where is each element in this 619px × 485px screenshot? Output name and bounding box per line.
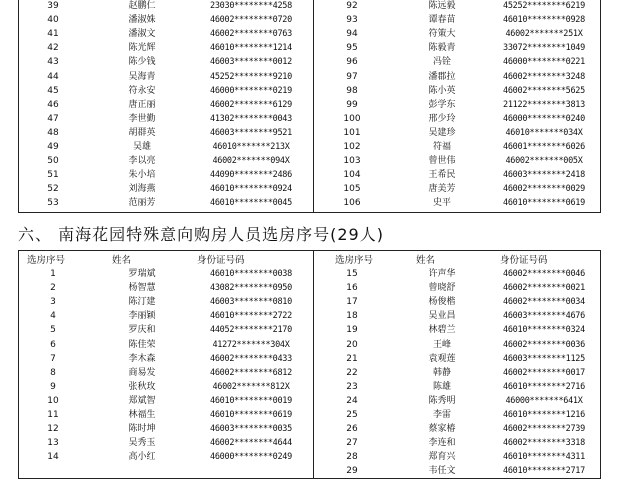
person-name: 吴业昌 bbox=[428, 311, 456, 322]
row-number: 95 bbox=[346, 43, 358, 54]
person-name: 彭学东 bbox=[428, 99, 456, 110]
person-name: 谭春苗 bbox=[428, 15, 456, 26]
table-row bbox=[19, 281, 600, 296]
person-name: 李连和 bbox=[428, 438, 456, 449]
row-number: 45 bbox=[47, 85, 59, 96]
person-name: 袁观莲 bbox=[428, 353, 456, 364]
header-name: 姓名 bbox=[416, 255, 436, 266]
id-number: 46010********0619 bbox=[503, 198, 585, 209]
row-number: 17 bbox=[346, 297, 358, 308]
id-number: 46001********6026 bbox=[503, 142, 585, 152]
id-number: 46003********4676 bbox=[503, 311, 585, 322]
row-number: 9 bbox=[50, 381, 56, 392]
row-number: 21 bbox=[346, 353, 358, 364]
row-number: 12 bbox=[47, 424, 59, 435]
table-row bbox=[19, 380, 600, 395]
row-number: 97 bbox=[346, 71, 358, 82]
row-number: 47 bbox=[47, 113, 59, 124]
row-number: 100 bbox=[343, 113, 361, 124]
row-number: 4 bbox=[50, 311, 56, 322]
id-number: 46002********0763 bbox=[210, 29, 292, 40]
person-name: 商易发 bbox=[128, 367, 156, 378]
id-number: 46000********0219 bbox=[210, 85, 292, 96]
row-number: 15 bbox=[346, 269, 358, 279]
person-name: 陈小英 bbox=[428, 85, 456, 96]
header-no: 选房序号 bbox=[27, 255, 66, 266]
row-number: 93 bbox=[346, 15, 358, 26]
id-number: 46003********1125 bbox=[503, 353, 585, 364]
row-number: 3 bbox=[50, 297, 56, 308]
person-name: 郑育兴 bbox=[428, 452, 456, 463]
person-name: 符福 bbox=[432, 142, 451, 152]
id-number: 46002*******251X bbox=[505, 29, 583, 40]
row-number: 103 bbox=[343, 156, 361, 167]
id-number: 46010********1216 bbox=[503, 410, 585, 420]
row-number: 46 bbox=[47, 99, 59, 110]
row-number: 94 bbox=[346, 29, 358, 40]
row-number: 22 bbox=[346, 367, 358, 378]
id-number: 46002********6129 bbox=[210, 99, 292, 110]
id-number: 43082********0950 bbox=[210, 283, 292, 294]
id-number: 46002********4644 bbox=[210, 438, 292, 449]
table-row bbox=[19, 27, 600, 42]
id-number: 46003********2418 bbox=[503, 170, 585, 181]
id-number: 45252********6219 bbox=[503, 1, 585, 11]
person-name: 符策大 bbox=[428, 29, 456, 40]
person-name: 陈时坤 bbox=[128, 424, 156, 435]
row-number: 1 bbox=[50, 269, 56, 279]
row-number: 50 bbox=[47, 156, 59, 167]
header-row-right bbox=[19, 253, 600, 268]
person-name: 李木森 bbox=[128, 353, 156, 364]
id-number: 46002********0029 bbox=[503, 184, 585, 195]
id-number: 41302********0043 bbox=[210, 113, 292, 124]
row-number: 13 bbox=[47, 438, 59, 449]
person-name: 曾晓舒 bbox=[428, 283, 456, 294]
row-number: 23 bbox=[346, 381, 358, 392]
id-number: 46002********0021 bbox=[503, 283, 585, 294]
id-number: 46010*******213X bbox=[212, 142, 290, 152]
person-name: 刘海燕 bbox=[128, 184, 156, 195]
row-number: 48 bbox=[47, 127, 59, 138]
row-number: 8 bbox=[50, 367, 56, 378]
id-number: 41272*******304X bbox=[212, 339, 290, 350]
table-row bbox=[19, 295, 600, 310]
id-number: 46010********2717 bbox=[503, 466, 585, 477]
section-heading: 六、 南海花园特殊意向购房人员选房序号(29人) bbox=[18, 225, 384, 244]
id-number: 46002********0046 bbox=[503, 269, 585, 279]
row-number: 44 bbox=[47, 71, 59, 82]
row-number: 49 bbox=[47, 142, 59, 152]
person-name: 史平 bbox=[432, 198, 451, 209]
table-row bbox=[19, 422, 600, 437]
id-number: 46002********0017 bbox=[503, 367, 585, 378]
table-row bbox=[19, 55, 600, 70]
table-row bbox=[19, 98, 600, 113]
row-number: 16 bbox=[346, 283, 358, 294]
person-name: 符永安 bbox=[128, 85, 156, 96]
id-number: 46010********0619 bbox=[210, 410, 292, 420]
table-row bbox=[19, 450, 600, 465]
table-row bbox=[19, 323, 600, 338]
row-number: 53 bbox=[47, 198, 59, 209]
id-number: 46000*******641X bbox=[505, 395, 583, 406]
header-id: 身份证号码 bbox=[197, 255, 245, 266]
table-row bbox=[19, 168, 600, 183]
id-number: 46010********1214 bbox=[210, 43, 292, 54]
row-number: 7 bbox=[50, 353, 56, 364]
person-name: 杨俊楷 bbox=[428, 297, 456, 308]
row-number: 52 bbox=[47, 184, 59, 195]
row-number: 24 bbox=[346, 395, 358, 406]
id-number: 46000********0240 bbox=[503, 113, 585, 124]
id-number: 23030********4258 bbox=[210, 1, 292, 11]
table-row bbox=[19, 126, 600, 141]
row-number: 6 bbox=[50, 339, 56, 350]
table-row bbox=[19, 84, 600, 99]
row-number: 26 bbox=[346, 424, 358, 435]
table-row bbox=[19, 267, 600, 282]
id-number: 45252********9210 bbox=[210, 71, 292, 82]
row-number: 19 bbox=[346, 325, 358, 336]
id-number: 46002********2739 bbox=[503, 424, 585, 435]
person-name: 陈汀建 bbox=[128, 297, 156, 308]
person-name: 杨智慧 bbox=[128, 283, 156, 294]
id-number: 46010********4311 bbox=[503, 452, 585, 463]
person-name: 吴建珍 bbox=[428, 127, 456, 138]
person-name: 韩静 bbox=[432, 367, 451, 378]
person-name: 王希民 bbox=[428, 170, 456, 181]
row-number: 20 bbox=[346, 339, 358, 350]
person-name: 韦任文 bbox=[428, 466, 456, 477]
person-name: 陈毅青 bbox=[428, 43, 456, 54]
id-number: 46002********0034 bbox=[503, 297, 585, 308]
person-name: 林碧兰 bbox=[428, 325, 456, 336]
id-number: 46002********3318 bbox=[503, 438, 585, 449]
row-number: 2 bbox=[50, 283, 56, 294]
row-number: 27 bbox=[346, 438, 358, 449]
person-name: 吴海青 bbox=[128, 71, 156, 82]
table-row bbox=[19, 352, 600, 367]
id-number: 46010********0928 bbox=[503, 15, 585, 26]
row-number: 92 bbox=[346, 1, 358, 11]
id-number: 46003********0810 bbox=[210, 297, 292, 308]
id-number: 46003********9521 bbox=[210, 127, 292, 138]
person-name: 张秋玫 bbox=[128, 381, 156, 392]
id-number: 21122********3813 bbox=[503, 99, 585, 110]
row-number: 43 bbox=[47, 57, 59, 68]
id-number: 46010********2716 bbox=[503, 381, 585, 392]
person-name: 林福生 bbox=[128, 410, 156, 420]
table-row bbox=[19, 338, 600, 353]
person-name: 陈佳荣 bbox=[128, 339, 156, 350]
row-number: 105 bbox=[343, 184, 361, 195]
person-name: 李雷 bbox=[432, 410, 451, 420]
row-number: 5 bbox=[50, 325, 56, 336]
person-name: 王峰 bbox=[432, 339, 451, 350]
table-row bbox=[19, 182, 600, 197]
table-row bbox=[19, 154, 600, 169]
id-number: 46002********0720 bbox=[210, 15, 292, 26]
row-number: 25 bbox=[346, 410, 358, 420]
row-number: 11 bbox=[47, 410, 59, 420]
top-table bbox=[18, 0, 601, 213]
person-name: 高小红 bbox=[128, 452, 156, 463]
table-row bbox=[19, 112, 600, 127]
table-row bbox=[19, 309, 600, 324]
table-row bbox=[19, 13, 600, 28]
person-name: 潘淑文 bbox=[128, 29, 156, 40]
row-number: 51 bbox=[47, 170, 59, 181]
bottom-table bbox=[18, 250, 601, 479]
id-number: 46002********0433 bbox=[210, 353, 292, 364]
id-number: 44090********2486 bbox=[210, 170, 292, 181]
id-number: 46002*******094X bbox=[212, 156, 290, 167]
person-name: 李以亮 bbox=[128, 156, 156, 167]
person-name: 郑斌智 bbox=[128, 395, 156, 406]
id-number: 46002*******005X bbox=[505, 156, 583, 167]
header-no: 选房序号 bbox=[335, 255, 374, 266]
id-number: 46000********0221 bbox=[503, 57, 585, 68]
row-number: 42 bbox=[47, 43, 59, 54]
person-name: 胡群英 bbox=[128, 127, 156, 138]
row-number: 98 bbox=[346, 85, 358, 96]
person-name: 邢少玲 bbox=[428, 113, 456, 124]
person-name: 陈秀明 bbox=[428, 395, 456, 406]
id-number: 46002********3248 bbox=[503, 71, 585, 82]
id-number: 46002********6812 bbox=[210, 367, 292, 378]
person-name: 李世勤 bbox=[128, 113, 156, 124]
person-name: 范丽芳 bbox=[128, 198, 156, 209]
person-name: 赵鹏仁 bbox=[128, 1, 156, 11]
row-number: 99 bbox=[346, 99, 358, 110]
row-number: 29 bbox=[346, 466, 358, 477]
person-name: 蔡家椿 bbox=[428, 424, 456, 435]
table-row bbox=[19, 196, 600, 211]
person-name: 陈远毅 bbox=[428, 1, 456, 11]
person-name: 吴秀玉 bbox=[128, 438, 156, 449]
id-number: 46000********0249 bbox=[210, 452, 292, 463]
table-row bbox=[19, 366, 600, 381]
person-name: 陈光辉 bbox=[128, 43, 156, 54]
header-name: 姓名 bbox=[112, 255, 132, 266]
row-number: 28 bbox=[346, 452, 358, 463]
table-row bbox=[19, 394, 600, 409]
id-number: 46010********2722 bbox=[210, 311, 292, 322]
person-name: 许声华 bbox=[428, 269, 456, 279]
person-name: 李丽颖 bbox=[128, 311, 156, 322]
person-name: 唐美芳 bbox=[428, 184, 456, 195]
id-number: 46002*******812X bbox=[212, 381, 290, 392]
table-row bbox=[19, 0, 600, 14]
person-name: 陈雄 bbox=[432, 381, 451, 392]
row-number: 101 bbox=[343, 127, 361, 138]
row-number: 102 bbox=[343, 142, 361, 152]
person-name: 罗瑞斌 bbox=[128, 269, 156, 279]
id-number: 46003********0035 bbox=[210, 424, 292, 435]
id-number: 46010********0038 bbox=[210, 269, 292, 279]
id-number: 33072********1049 bbox=[503, 43, 585, 54]
person-name: 曾世伟 bbox=[428, 156, 456, 167]
id-number: 46002********0036 bbox=[503, 339, 585, 350]
id-number: 46010********0924 bbox=[210, 184, 292, 195]
table-row bbox=[19, 408, 600, 423]
id-number: 46010********0045 bbox=[210, 198, 292, 209]
row-number: 10 bbox=[47, 395, 59, 406]
row-number: 39 bbox=[47, 1, 59, 11]
person-name: 潘淑姝 bbox=[128, 15, 156, 26]
id-number: 46010********0019 bbox=[210, 395, 292, 406]
table-row bbox=[19, 41, 600, 56]
person-name: 罗庆和 bbox=[128, 325, 156, 336]
person-name: 唐正丽 bbox=[128, 99, 156, 110]
id-number: 44052********2170 bbox=[210, 325, 292, 336]
person-name: 吴雄 bbox=[132, 142, 151, 152]
row-number: 40 bbox=[47, 15, 59, 26]
table-row bbox=[19, 140, 600, 155]
person-name: 冯铨 bbox=[432, 57, 451, 68]
person-name: 潘郡拉 bbox=[428, 71, 456, 82]
id-number: 46002********5625 bbox=[503, 85, 585, 96]
table-row bbox=[19, 70, 600, 85]
person-name: 朱小培 bbox=[128, 170, 156, 181]
row-number: 106 bbox=[343, 198, 361, 209]
row-number: 14 bbox=[47, 452, 59, 463]
row-number: 104 bbox=[343, 170, 361, 181]
id-number: 46003********0012 bbox=[210, 57, 292, 68]
id-number: 46010********0324 bbox=[503, 325, 585, 336]
row-number: 18 bbox=[346, 311, 358, 322]
table-row bbox=[19, 436, 600, 451]
person-name: 陈少钱 bbox=[128, 57, 156, 68]
id-number: 46010*******034X bbox=[505, 127, 583, 138]
row-number: 96 bbox=[346, 57, 358, 68]
row-number: 41 bbox=[47, 29, 59, 40]
table-row bbox=[19, 464, 600, 479]
header-id: 身份证号码 bbox=[500, 255, 548, 266]
